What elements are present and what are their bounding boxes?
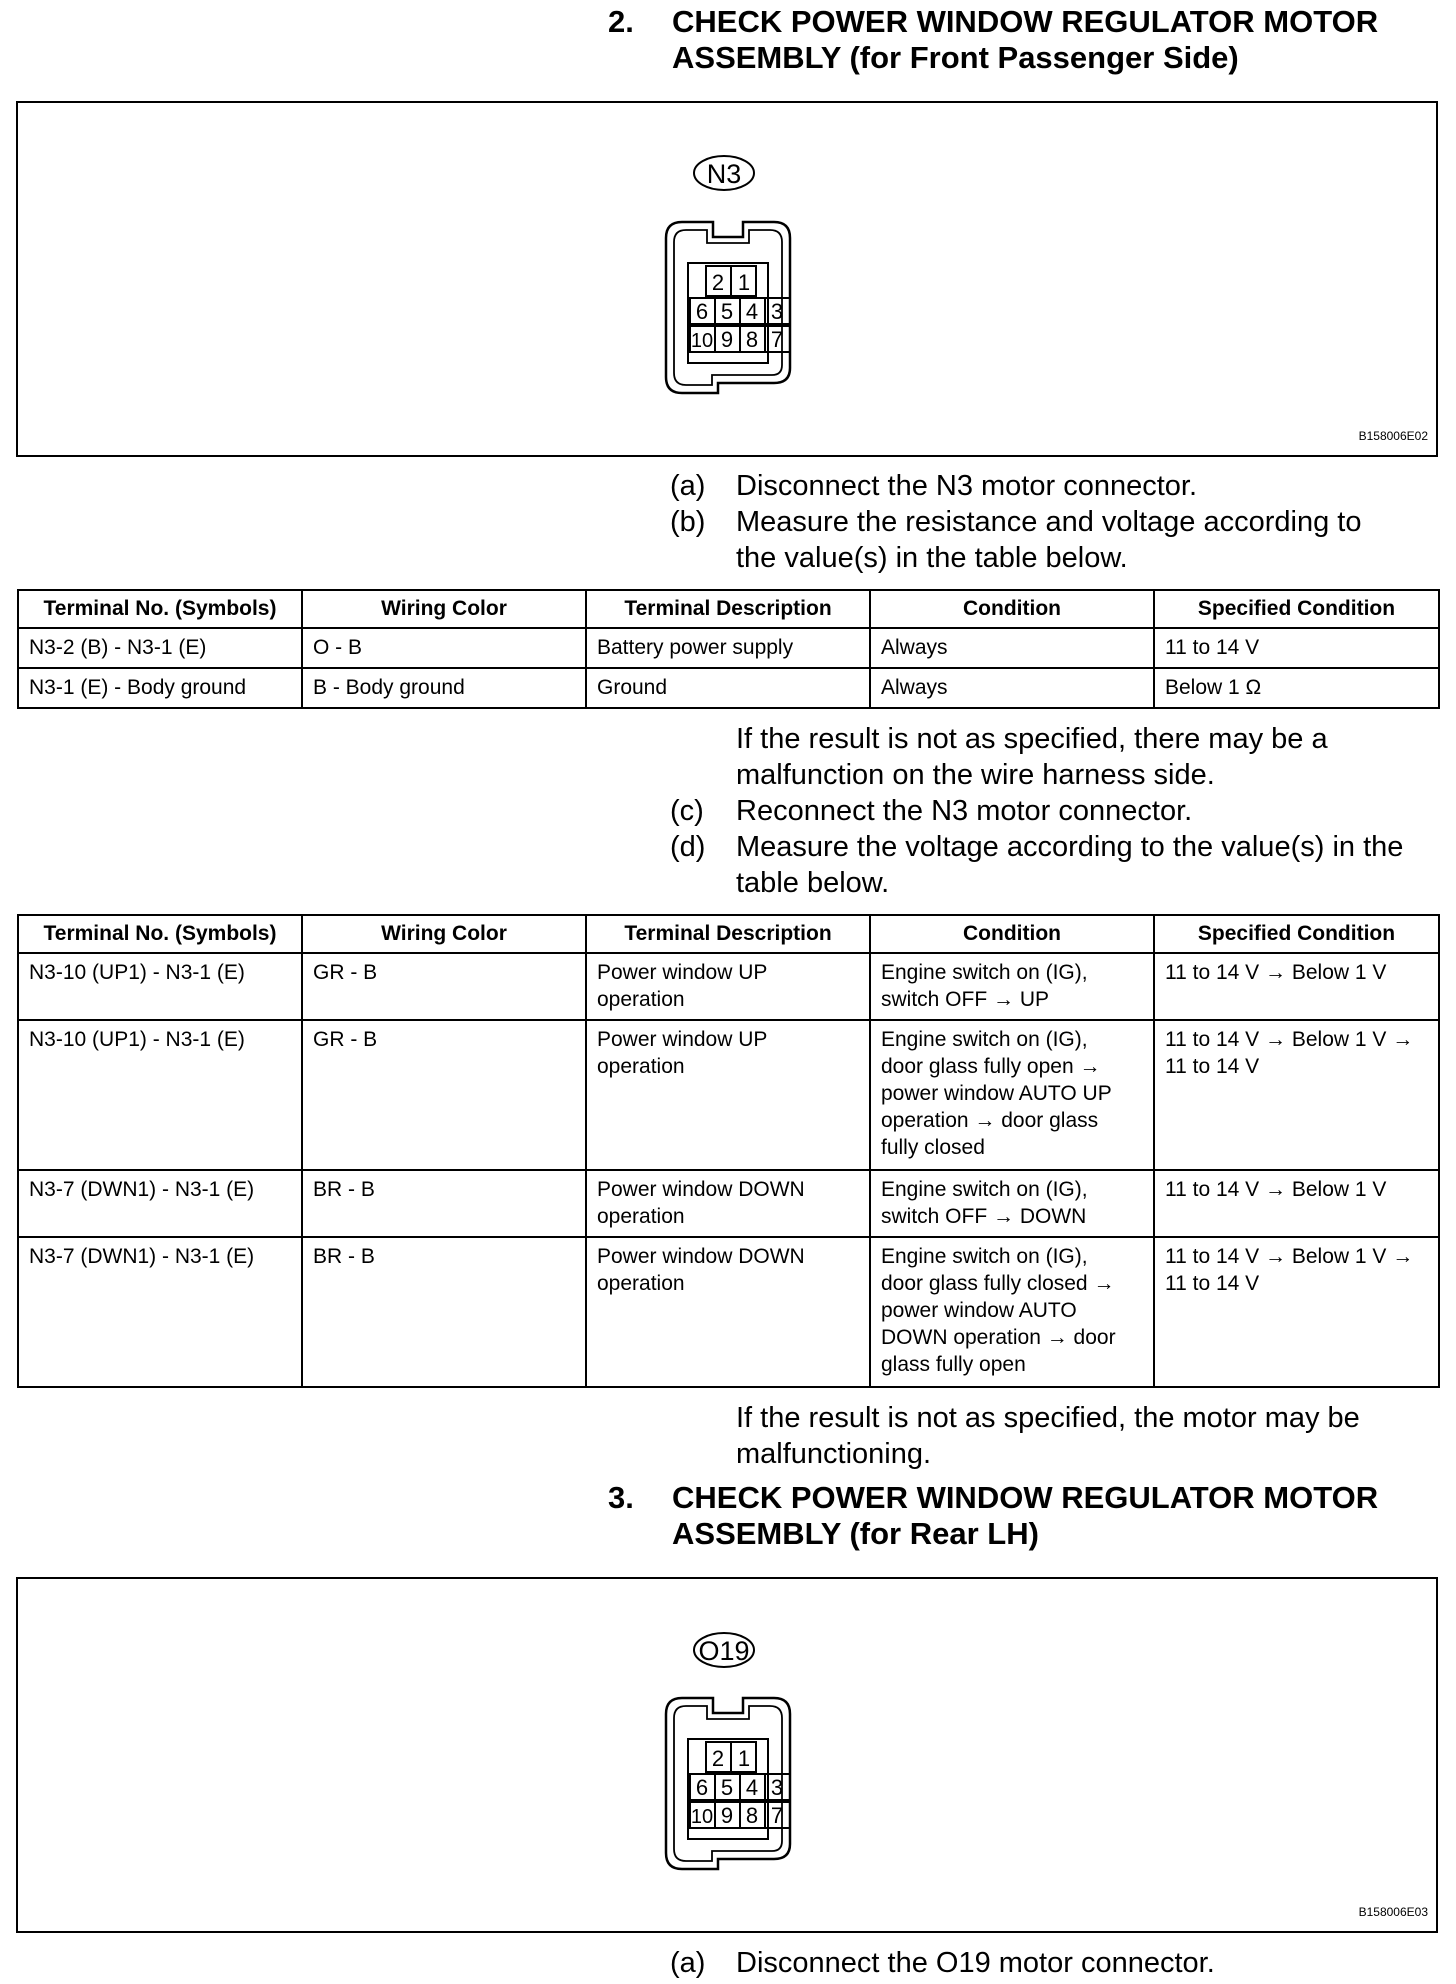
- pin-2: 2: [711, 270, 725, 295]
- cell-line: Power window UP: [597, 961, 768, 984]
- header-specified-condition: Specified Condition: [1154, 590, 1439, 628]
- cell-line: operation → door glass: [881, 1109, 1099, 1132]
- connector-diagram-n3: [18, 103, 1436, 455]
- header-terminal-description: Terminal Description: [586, 590, 870, 628]
- connector-diagram-o19: [18, 1579, 1436, 1931]
- cell-terminal-description: Ground: [586, 668, 870, 708]
- section-3-title-line2: ASSEMBLY (for Rear LH): [672, 1516, 1039, 1551]
- cell-specified-condition: [1154, 953, 1439, 1020]
- cell-line: operation: [597, 1272, 685, 1295]
- cell-condition: [870, 1237, 1154, 1387]
- pin-4: 4: [745, 299, 759, 324]
- cell-terminal: N3-10 (UP1) - N3-1 (E): [18, 1020, 302, 1170]
- pin-8: 8: [745, 1803, 759, 1828]
- cell-line: Engine switch on (IG),: [881, 1178, 1088, 1201]
- step-label: (b): [670, 506, 706, 538]
- section-3-title-line1: CHECK POWER WINDOW REGULATOR MOTOR: [672, 1480, 1379, 1515]
- cell-specified-condition: Below 1 Ω: [1154, 668, 1439, 708]
- cell-line: fully closed: [881, 1136, 985, 1159]
- step-label: (a): [670, 1947, 706, 1979]
- cell-terminal-description: [586, 1237, 870, 1387]
- cell-terminal-description: [586, 1170, 870, 1237]
- step-text-line1: Measure the resistance and voltage according to: [736, 506, 1362, 538]
- table-row: [18, 668, 1439, 708]
- note-line2: malfunctioning.: [736, 1438, 932, 1470]
- pin-10: 10: [690, 330, 714, 352]
- step-a: [670, 468, 1430, 504]
- pin-2: 2: [711, 1746, 725, 1771]
- cell-line: door glass fully closed →: [881, 1272, 1115, 1295]
- cell-terminal-description: [586, 953, 870, 1020]
- cell-line: door glass fully open →: [881, 1055, 1101, 1078]
- cell-wiring-color: BR - B: [302, 1170, 586, 1237]
- header-condition: Condition: [870, 590, 1154, 628]
- table-row: [18, 953, 1439, 1020]
- pin-8: 8: [745, 327, 759, 352]
- cell-condition: [870, 1020, 1154, 1170]
- cell-line: 11 to 14 V → Below 1 V: [1165, 961, 1387, 984]
- cell-terminal-description: Battery power supply: [586, 628, 870, 668]
- cell-line: power window AUTO UP: [881, 1082, 1112, 1105]
- cell-terminal: N3-10 (UP1) - N3-1 (E): [18, 953, 302, 1020]
- cell-specified-condition: 11 to 14 V: [1154, 628, 1439, 668]
- step-text-line1: Measure the voltage according to the value(s) in the: [736, 831, 1404, 863]
- cell-wiring-color: BR - B: [302, 1237, 586, 1387]
- voltage-table: [17, 914, 1440, 1388]
- figure-id: B158006E03: [1358, 1905, 1428, 1919]
- pin-6: 6: [695, 1775, 709, 1800]
- connector-label-o19: O19: [698, 1636, 750, 1666]
- note-motor-malfunction: [670, 1400, 1430, 1472]
- section-2-title-line1: CHECK POWER WINDOW REGULATOR MOTOR: [672, 4, 1379, 39]
- header-wiring-color: Wiring Color: [302, 915, 586, 953]
- cell-wiring-color: B - Body ground: [302, 668, 586, 708]
- cell-line: Engine switch on (IG),: [881, 961, 1088, 984]
- step-text-line2: table below.: [736, 867, 890, 899]
- table-row: [18, 1170, 1439, 1237]
- step-c: [670, 793, 1430, 829]
- section-3-number: 3.: [608, 1480, 634, 1515]
- figure-id: B158006E02: [1358, 429, 1428, 443]
- section-2-title-line2: ASSEMBLY (for Front Passenger Side): [672, 40, 1239, 75]
- note-wire-harness: [670, 721, 1430, 793]
- pin-7: 7: [770, 327, 784, 352]
- pin-1: 1: [737, 270, 751, 295]
- section-2-number: 2.: [608, 4, 634, 39]
- resistance-voltage-table: [17, 589, 1440, 709]
- cell-line: 11 to 14 V: [1165, 1055, 1260, 1078]
- step-d: [670, 829, 1430, 901]
- pin-5: 5: [720, 1775, 734, 1800]
- pin-1: 1: [737, 1746, 751, 1771]
- cell-line: switch OFF → UP: [881, 988, 1050, 1011]
- cell-specified-condition: [1154, 1020, 1439, 1170]
- header-condition: Condition: [870, 915, 1154, 953]
- table-header-row: [18, 915, 1439, 953]
- step-label: (c): [670, 795, 704, 827]
- cell-condition: Always: [870, 628, 1154, 668]
- pin-4: 4: [745, 1775, 759, 1800]
- cell-wiring-color: GR - B: [302, 1020, 586, 1170]
- cell-line: Power window DOWN: [597, 1245, 805, 1268]
- note-line1: If the result is not as specified, the motor may be: [736, 1402, 1360, 1434]
- table-row: [18, 1020, 1439, 1170]
- cell-line: Engine switch on (IG),: [881, 1028, 1088, 1051]
- header-wiring-color: Wiring Color: [302, 590, 586, 628]
- note-line2: malfunction on the wire harness side.: [736, 759, 1215, 791]
- cell-line: 11 to 14 V: [1165, 1272, 1260, 1295]
- cell-line: DOWN operation → door: [881, 1326, 1116, 1349]
- cell-line: Power window DOWN: [597, 1178, 805, 1201]
- pin-6: 6: [695, 299, 709, 324]
- cell-terminal-description: [586, 1020, 870, 1170]
- step-label: (a): [670, 470, 706, 502]
- cell-line: Engine switch on (IG),: [881, 1245, 1088, 1268]
- pin-9: 9: [720, 327, 734, 352]
- cell-wiring-color: GR - B: [302, 953, 586, 1020]
- cell-wiring-color: O - B: [302, 628, 586, 668]
- pin-3: 3: [770, 1775, 784, 1800]
- cell-line: operation: [597, 1205, 685, 1228]
- header-terminal: Terminal No. (Symbols): [18, 915, 302, 953]
- cell-line: glass fully open: [881, 1353, 1026, 1376]
- cell-terminal: N3-2 (B) - N3-1 (E): [18, 628, 302, 668]
- cell-specified-condition: [1154, 1170, 1439, 1237]
- table-row: [18, 628, 1439, 668]
- pin-3: 3: [770, 299, 784, 324]
- step-b: [670, 504, 1430, 576]
- pin-5: 5: [720, 299, 734, 324]
- step-text: Reconnect the N3 motor connector.: [736, 795, 1193, 827]
- cell-condition: [870, 1170, 1154, 1237]
- cell-terminal: N3-7 (DWN1) - N3-1 (E): [18, 1237, 302, 1387]
- header-terminal-description: Terminal Description: [586, 915, 870, 953]
- table-header-row: [18, 590, 1439, 628]
- cell-line: 11 to 14 V → Below 1 V: [1165, 1178, 1387, 1201]
- cell-line: 11 to 14 V → Below 1 V →: [1165, 1245, 1414, 1268]
- pin-10: 10: [690, 1806, 714, 1828]
- table-row: [18, 1237, 1439, 1387]
- cell-condition: Always: [870, 668, 1154, 708]
- cell-condition: [870, 953, 1154, 1020]
- cell-line: Power window UP: [597, 1028, 768, 1051]
- cell-line: 11 to 14 V → Below 1 V →: [1165, 1028, 1414, 1051]
- header-specified-condition: Specified Condition: [1154, 915, 1439, 953]
- cell-terminal: N3-7 (DWN1) - N3-1 (E): [18, 1170, 302, 1237]
- step-a-o19: [670, 1945, 1430, 1981]
- step-text-line2: the value(s) in the table below.: [736, 542, 1128, 574]
- cell-line: operation: [597, 1055, 685, 1078]
- note-line1: If the result is not as specified, there may be a: [736, 723, 1328, 755]
- connector-figure-n3: [16, 101, 1438, 457]
- cell-line: switch OFF → DOWN: [881, 1205, 1087, 1228]
- pin-7: 7: [770, 1803, 784, 1828]
- cell-line: operation: [597, 988, 685, 1011]
- step-text: Disconnect the N3 motor connector.: [736, 470, 1198, 502]
- cell-line: power window AUTO: [881, 1299, 1077, 1322]
- step-label: (d): [670, 831, 706, 863]
- header-terminal: Terminal No. (Symbols): [18, 590, 302, 628]
- step-text: Disconnect the O19 motor connector.: [736, 1947, 1215, 1979]
- connector-label-n3: N3: [706, 159, 742, 189]
- connector-figure-o19: [16, 1577, 1438, 1933]
- pin-9: 9: [720, 1803, 734, 1828]
- cell-terminal: N3-1 (E) - Body ground: [18, 668, 302, 708]
- cell-specified-condition: [1154, 1237, 1439, 1387]
